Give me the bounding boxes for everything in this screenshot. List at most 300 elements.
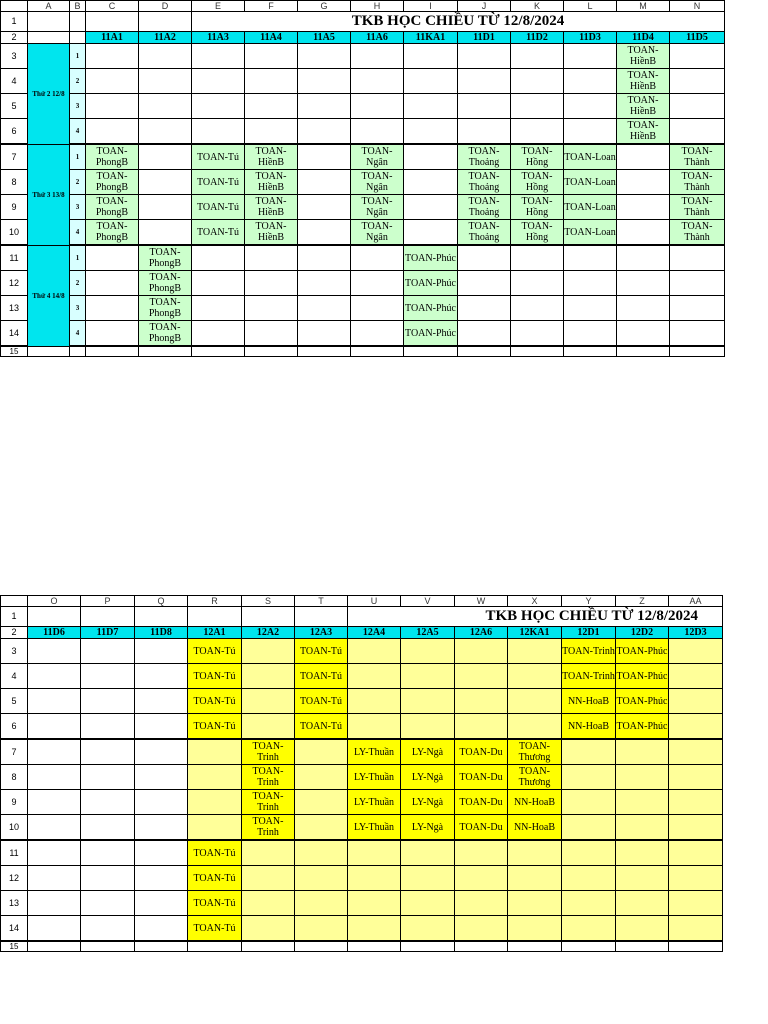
timetable-cell[interactable] bbox=[28, 739, 81, 765]
timetable-cell[interactable] bbox=[139, 44, 192, 69]
timetable-cell[interactable]: TOAN-Tú bbox=[188, 840, 242, 866]
timetable-cell[interactable] bbox=[564, 44, 617, 69]
timetable-cell[interactable] bbox=[404, 144, 458, 170]
timetable-cell[interactable]: TOAN-Tú bbox=[192, 220, 245, 246]
row-header[interactable]: 1 bbox=[1, 607, 28, 627]
timetable-cell[interactable] bbox=[81, 639, 135, 664]
timetable-cell[interactable] bbox=[245, 69, 298, 94]
timetable-cell[interactable] bbox=[351, 271, 404, 296]
timetable-cell[interactable]: TOAN-Tú bbox=[188, 714, 242, 740]
timetable-cell[interactable]: TOAN-Tú bbox=[295, 689, 348, 714]
timetable-cell[interactable] bbox=[81, 790, 135, 815]
timetable-cell[interactable] bbox=[348, 891, 401, 916]
timetable-cell[interactable] bbox=[455, 639, 508, 664]
timetable-cell[interactable]: LY-Thuần bbox=[348, 815, 401, 841]
timetable-cell[interactable] bbox=[616, 891, 669, 916]
timetable-cell[interactable] bbox=[669, 815, 723, 841]
timetable-cell[interactable] bbox=[242, 916, 295, 942]
column-header[interactable]: K bbox=[511, 1, 564, 12]
timetable-cell[interactable] bbox=[616, 866, 669, 891]
timetable-cell[interactable] bbox=[28, 916, 81, 942]
timetable-cell[interactable] bbox=[192, 296, 245, 321]
timetable-cell[interactable]: LY-Ngà bbox=[401, 739, 455, 765]
timetable-cell[interactable]: TOAN-HiềnB bbox=[617, 94, 670, 119]
cell[interactable] bbox=[508, 941, 562, 952]
timetable-cell[interactable] bbox=[455, 714, 508, 740]
timetable-cell[interactable] bbox=[86, 119, 139, 145]
timetable-cell[interactable]: TOAN-Tú bbox=[188, 639, 242, 664]
timetable-cell[interactable] bbox=[86, 69, 139, 94]
timetable-cell[interactable] bbox=[617, 296, 670, 321]
timetable-cell[interactable] bbox=[351, 245, 404, 271]
timetable-title[interactable]: TKB HỌC CHIỀU TỪ 12/8/2024 bbox=[192, 12, 725, 32]
period-number[interactable]: 3 bbox=[70, 195, 86, 220]
timetable-cell[interactable] bbox=[511, 94, 564, 119]
timetable-cell[interactable] bbox=[81, 815, 135, 841]
class-header[interactable]: 11A4 bbox=[245, 32, 298, 44]
row-header[interactable]: 2 bbox=[1, 32, 28, 44]
timetable-cell[interactable]: TOAN-Tú bbox=[295, 664, 348, 689]
timetable-cell[interactable] bbox=[401, 689, 455, 714]
timetable-cell[interactable] bbox=[670, 296, 725, 321]
timetable-cell[interactable] bbox=[298, 220, 351, 246]
cell[interactable] bbox=[139, 346, 192, 357]
timetable-cell[interactable] bbox=[616, 916, 669, 942]
cell[interactable] bbox=[28, 12, 70, 32]
timetable-cell[interactable]: TOAN-Du bbox=[455, 790, 508, 815]
timetable-cell[interactable]: TOAN-Thương bbox=[508, 739, 562, 765]
timetable-cell[interactable] bbox=[404, 94, 458, 119]
class-header[interactable]: 11D8 bbox=[135, 627, 188, 639]
timetable-cell[interactable] bbox=[401, 916, 455, 942]
timetable-cell[interactable] bbox=[245, 94, 298, 119]
timetable-cell[interactable] bbox=[348, 639, 401, 664]
timetable-cell[interactable] bbox=[242, 714, 295, 740]
period-number[interactable]: 2 bbox=[70, 271, 86, 296]
timetable-cell[interactable] bbox=[135, 689, 188, 714]
timetable-cell[interactable]: TOAN-Tú bbox=[295, 639, 348, 664]
timetable-cell[interactable]: TOAN-HiềnB bbox=[245, 170, 298, 195]
class-header[interactable]: 11D4 bbox=[617, 32, 670, 44]
timetable-cell[interactable] bbox=[562, 891, 616, 916]
timetable-cell[interactable] bbox=[669, 689, 723, 714]
timetable-cell[interactable]: TOAN-Trinh bbox=[562, 639, 616, 664]
timetable-cell[interactable] bbox=[295, 840, 348, 866]
cell[interactable] bbox=[564, 346, 617, 357]
timetable-cell[interactable]: TOAN-Thoảng bbox=[458, 195, 511, 220]
timetable-cell[interactable] bbox=[351, 296, 404, 321]
timetable-cell[interactable] bbox=[670, 119, 725, 145]
column-header[interactable]: V bbox=[401, 596, 455, 607]
cell[interactable] bbox=[86, 346, 139, 357]
column-header[interactable]: C bbox=[86, 1, 139, 12]
class-header[interactable]: 11D2 bbox=[511, 32, 564, 44]
timetable-cell[interactable]: TOAN-Thành bbox=[670, 195, 725, 220]
timetable-cell[interactable]: TOAN-Loan bbox=[564, 144, 617, 170]
column-header[interactable]: N bbox=[670, 1, 725, 12]
period-number[interactable]: 4 bbox=[70, 220, 86, 246]
cell[interactable] bbox=[670, 346, 725, 357]
timetable-cell[interactable] bbox=[295, 891, 348, 916]
timetable-cell[interactable] bbox=[351, 119, 404, 145]
timetable-cell[interactable]: TOAN-Tú bbox=[188, 866, 242, 891]
timetable-cell[interactable] bbox=[562, 866, 616, 891]
column-header[interactable]: A bbox=[28, 1, 70, 12]
timetable-cell[interactable] bbox=[562, 765, 616, 790]
row-header[interactable]: 9 bbox=[1, 195, 28, 220]
timetable-cell[interactable] bbox=[404, 69, 458, 94]
timetable-cell[interactable] bbox=[298, 170, 351, 195]
timetable-cell[interactable] bbox=[135, 840, 188, 866]
timetable-cell[interactable] bbox=[562, 790, 616, 815]
class-header[interactable]: 12D2 bbox=[616, 627, 669, 639]
timetable-cell[interactable]: TOAN-Du bbox=[455, 765, 508, 790]
timetable-cell[interactable]: TOAN-HiềnB bbox=[245, 220, 298, 246]
row-header[interactable]: 9 bbox=[1, 790, 28, 815]
timetable-cell[interactable] bbox=[669, 840, 723, 866]
timetable-cell[interactable] bbox=[81, 916, 135, 942]
cell[interactable] bbox=[404, 346, 458, 357]
timetable-cell[interactable] bbox=[511, 119, 564, 145]
timetable-cell[interactable] bbox=[28, 714, 81, 740]
cell[interactable] bbox=[86, 12, 139, 32]
row-header[interactable]: 10 bbox=[1, 220, 28, 246]
timetable-cell[interactable] bbox=[562, 916, 616, 942]
timetable-cell[interactable] bbox=[242, 639, 295, 664]
timetable-cell[interactable]: TOAN-Du bbox=[455, 739, 508, 765]
timetable-cell[interactable] bbox=[28, 891, 81, 916]
row-header[interactable]: 1 bbox=[1, 12, 28, 32]
timetable-cell[interactable] bbox=[81, 891, 135, 916]
timetable-cell[interactable]: TOAN-Phúc bbox=[404, 321, 458, 347]
class-header[interactable]: 12A1 bbox=[188, 627, 242, 639]
timetable-cell[interactable]: TOAN-HiềnB bbox=[245, 144, 298, 170]
timetable-cell[interactable] bbox=[617, 321, 670, 347]
timetable-cell[interactable] bbox=[81, 739, 135, 765]
timetable-cell[interactable] bbox=[192, 44, 245, 69]
timetable-cell[interactable] bbox=[511, 245, 564, 271]
column-header[interactable]: J bbox=[458, 1, 511, 12]
timetable-cell[interactable] bbox=[192, 271, 245, 296]
timetable-cell[interactable] bbox=[295, 765, 348, 790]
row-header[interactable]: 10 bbox=[1, 815, 28, 841]
timetable-cell[interactable] bbox=[564, 271, 617, 296]
timetable-cell[interactable] bbox=[348, 664, 401, 689]
row-header[interactable]: 6 bbox=[1, 714, 28, 740]
timetable-cell[interactable] bbox=[404, 170, 458, 195]
timetable-cell[interactable] bbox=[295, 790, 348, 815]
row-header[interactable]: 8 bbox=[1, 170, 28, 195]
timetable-cell[interactable] bbox=[192, 94, 245, 119]
timetable-cell[interactable] bbox=[616, 840, 669, 866]
class-header[interactable]: 11D3 bbox=[564, 32, 617, 44]
timetable-cell[interactable] bbox=[511, 44, 564, 69]
timetable-cell[interactable]: TOAN-Trinh bbox=[242, 765, 295, 790]
column-header[interactable]: I bbox=[404, 1, 458, 12]
timetable-cell[interactable] bbox=[508, 664, 562, 689]
timetable-cell[interactable] bbox=[508, 639, 562, 664]
cell[interactable] bbox=[511, 346, 564, 357]
cell[interactable] bbox=[242, 607, 295, 627]
column-header[interactable]: T bbox=[295, 596, 348, 607]
timetable-cell[interactable] bbox=[188, 765, 242, 790]
timetable-cell[interactable] bbox=[28, 689, 81, 714]
class-header[interactable]: 12D3 bbox=[669, 627, 723, 639]
timetable-cell[interactable] bbox=[511, 69, 564, 94]
day-label[interactable]: Thứ 2 12/8 bbox=[28, 44, 70, 145]
timetable-cell[interactable]: TOAN-Thoảng bbox=[458, 170, 511, 195]
timetable-cell[interactable]: TOAN-Phúc bbox=[616, 689, 669, 714]
timetable-cell[interactable] bbox=[242, 664, 295, 689]
timetable-cell[interactable] bbox=[455, 866, 508, 891]
row-header[interactable]: 15 bbox=[1, 346, 28, 357]
timetable-cell[interactable] bbox=[86, 94, 139, 119]
timetable-cell[interactable] bbox=[298, 271, 351, 296]
row-header[interactable]: 15 bbox=[1, 941, 28, 952]
period-number[interactable]: 3 bbox=[70, 296, 86, 321]
timetable-cell[interactable] bbox=[404, 220, 458, 246]
row-header[interactable]: 5 bbox=[1, 689, 28, 714]
day-label[interactable]: Thứ 4 14/8 bbox=[28, 245, 70, 346]
day-label[interactable]: Thứ 3 13/8 bbox=[28, 144, 70, 245]
cell[interactable] bbox=[616, 941, 669, 952]
timetable-cell[interactable] bbox=[81, 840, 135, 866]
timetable-cell[interactable] bbox=[508, 689, 562, 714]
class-header[interactable]: 11A2 bbox=[139, 32, 192, 44]
timetable-cell[interactable] bbox=[86, 321, 139, 347]
class-header[interactable]: 11A3 bbox=[192, 32, 245, 44]
cell[interactable] bbox=[295, 941, 348, 952]
timetable-cell[interactable]: TOAN-Tú bbox=[188, 664, 242, 689]
timetable-cell[interactable] bbox=[86, 245, 139, 271]
class-header[interactable]: 11KA1 bbox=[404, 32, 458, 44]
cell[interactable] bbox=[70, 12, 86, 32]
cell[interactable] bbox=[135, 607, 188, 627]
cell[interactable] bbox=[135, 941, 188, 952]
timetable-cell[interactable] bbox=[508, 714, 562, 740]
timetable-cell[interactable]: TOAN-Tú bbox=[192, 144, 245, 170]
timetable-cell[interactable] bbox=[401, 714, 455, 740]
timetable-cell[interactable] bbox=[242, 891, 295, 916]
row-header[interactable]: 3 bbox=[1, 44, 28, 69]
timetable-cell[interactable]: TOAN-Trinh bbox=[242, 790, 295, 815]
class-header[interactable]: 11D5 bbox=[670, 32, 725, 44]
timetable-cell[interactable]: TOAN-Tú bbox=[188, 916, 242, 942]
timetable-cell[interactable]: TOAN-HiềnB bbox=[617, 69, 670, 94]
timetable-cell[interactable]: LY-Thuần bbox=[348, 739, 401, 765]
timetable-cell[interactable] bbox=[139, 195, 192, 220]
timetable-cell[interactable] bbox=[564, 69, 617, 94]
timetable-cell[interactable] bbox=[511, 321, 564, 347]
timetable-cell[interactable] bbox=[81, 664, 135, 689]
timetable-cell[interactable] bbox=[298, 69, 351, 94]
timetable-cell[interactable] bbox=[669, 765, 723, 790]
timetable-cell[interactable]: TOAN-Trinh bbox=[562, 664, 616, 689]
cell[interactable] bbox=[81, 607, 135, 627]
timetable-cell[interactable]: TOAN-Phúc bbox=[404, 271, 458, 296]
row-header[interactable]: 7 bbox=[1, 144, 28, 170]
timetable-cell[interactable] bbox=[670, 271, 725, 296]
timetable-cell[interactable]: TOAN-Ngân bbox=[351, 220, 404, 246]
timetable-cell[interactable] bbox=[404, 44, 458, 69]
timetable-cell[interactable]: TOAN-Phúc bbox=[616, 664, 669, 689]
row-header[interactable]: 7 bbox=[1, 739, 28, 765]
cell[interactable] bbox=[401, 941, 455, 952]
timetable-cell[interactable]: TOAN-Loan bbox=[564, 195, 617, 220]
timetable-cell[interactable] bbox=[192, 69, 245, 94]
timetable-cell[interactable] bbox=[28, 815, 81, 841]
timetable-cell[interactable]: TOAN-PhongB bbox=[139, 296, 192, 321]
cell[interactable] bbox=[351, 346, 404, 357]
row-header[interactable]: 4 bbox=[1, 664, 28, 689]
row-header[interactable]: 4 bbox=[1, 69, 28, 94]
row-header[interactable]: 14 bbox=[1, 916, 28, 942]
timetable-cell[interactable] bbox=[458, 44, 511, 69]
cell[interactable] bbox=[28, 607, 81, 627]
timetable-cell[interactable] bbox=[245, 296, 298, 321]
row-header[interactable]: 11 bbox=[1, 840, 28, 866]
timetable-cell[interactable] bbox=[455, 916, 508, 942]
cell[interactable] bbox=[242, 941, 295, 952]
timetable-cell[interactable] bbox=[81, 689, 135, 714]
timetable-cell[interactable] bbox=[616, 815, 669, 841]
class-header[interactable]: 12KA1 bbox=[508, 627, 562, 639]
timetable-cell[interactable] bbox=[511, 296, 564, 321]
cell[interactable] bbox=[192, 346, 245, 357]
class-header[interactable]: 11A6 bbox=[351, 32, 404, 44]
class-header[interactable]: 12A2 bbox=[242, 627, 295, 639]
timetable-cell[interactable] bbox=[617, 195, 670, 220]
timetable-cell[interactable] bbox=[670, 321, 725, 347]
timetable-cell[interactable]: TOAN-PhongB bbox=[86, 220, 139, 246]
timetable-cell[interactable] bbox=[245, 321, 298, 347]
timetable-cell[interactable] bbox=[401, 840, 455, 866]
timetable-cell[interactable] bbox=[670, 44, 725, 69]
timetable-cell[interactable] bbox=[455, 689, 508, 714]
timetable-cell[interactable] bbox=[295, 916, 348, 942]
timetable-cell[interactable]: TOAN-Thoảng bbox=[458, 144, 511, 170]
timetable-cell[interactable]: NN-HoaB bbox=[508, 815, 562, 841]
timetable-title[interactable]: TKB HỌC CHIỀU TỪ 12/8/2024 bbox=[348, 607, 723, 627]
timetable-cell[interactable] bbox=[669, 714, 723, 740]
timetable-cell[interactable] bbox=[351, 44, 404, 69]
column-header[interactable]: G bbox=[298, 1, 351, 12]
timetable-cell[interactable]: TOAN-Loan bbox=[564, 220, 617, 246]
timetable-cell[interactable] bbox=[295, 739, 348, 765]
timetable-cell[interactable] bbox=[348, 866, 401, 891]
row-header[interactable]: 2 bbox=[1, 627, 28, 639]
timetable-cell[interactable]: TOAN-Hồng bbox=[511, 144, 564, 170]
timetable-cell[interactable] bbox=[404, 195, 458, 220]
timetable-cell[interactable] bbox=[188, 815, 242, 841]
timetable-cell[interactable] bbox=[670, 94, 725, 119]
timetable-cell[interactable] bbox=[669, 739, 723, 765]
period-number[interactable]: 1 bbox=[70, 144, 86, 170]
timetable-cell[interactable] bbox=[135, 916, 188, 942]
timetable-cell[interactable] bbox=[508, 840, 562, 866]
select-all-corner[interactable] bbox=[1, 1, 28, 12]
timetable-cell[interactable] bbox=[135, 664, 188, 689]
select-all-corner[interactable] bbox=[1, 596, 28, 607]
timetable-cell[interactable] bbox=[401, 664, 455, 689]
timetable-cell[interactable] bbox=[245, 245, 298, 271]
timetable-cell[interactable] bbox=[28, 765, 81, 790]
timetable-cell[interactable] bbox=[348, 689, 401, 714]
timetable-cell[interactable]: TOAN-Hồng bbox=[511, 220, 564, 246]
timetable-cell[interactable] bbox=[81, 866, 135, 891]
cell[interactable] bbox=[562, 941, 616, 952]
column-header[interactable]: AA bbox=[669, 596, 723, 607]
column-header[interactable]: P bbox=[81, 596, 135, 607]
timetable-cell[interactable]: TOAN-Thương bbox=[508, 765, 562, 790]
timetable-cell[interactable] bbox=[564, 245, 617, 271]
timetable-cell[interactable]: TOAN-PhongB bbox=[86, 195, 139, 220]
timetable-cell[interactable]: TOAN-PhongB bbox=[86, 170, 139, 195]
timetable-cell[interactable] bbox=[404, 119, 458, 145]
cell[interactable] bbox=[70, 32, 86, 44]
timetable-cell[interactable] bbox=[564, 119, 617, 145]
timetable-cell[interactable]: TOAN-Trinh bbox=[242, 815, 295, 841]
timetable-cell[interactable] bbox=[562, 815, 616, 841]
column-header[interactable]: Y bbox=[562, 596, 616, 607]
timetable-cell[interactable] bbox=[455, 664, 508, 689]
timetable-cell[interactable] bbox=[616, 790, 669, 815]
timetable-cell[interactable] bbox=[192, 321, 245, 347]
timetable-cell[interactable] bbox=[617, 220, 670, 246]
timetable-cell[interactable] bbox=[616, 765, 669, 790]
timetable-cell[interactable] bbox=[135, 866, 188, 891]
timetable-cell[interactable]: TOAN-Du bbox=[455, 815, 508, 841]
column-header[interactable]: B bbox=[70, 1, 86, 12]
timetable-cell[interactable] bbox=[617, 271, 670, 296]
timetable-cell[interactable]: TOAN-Phúc bbox=[404, 245, 458, 271]
period-number[interactable]: 2 bbox=[70, 69, 86, 94]
column-header[interactable]: X bbox=[508, 596, 562, 607]
column-header[interactable]: U bbox=[348, 596, 401, 607]
column-header[interactable]: Q bbox=[135, 596, 188, 607]
timetable-cell[interactable]: TOAN-Ngân bbox=[351, 195, 404, 220]
timetable-cell[interactable]: TOAN-Hồng bbox=[511, 170, 564, 195]
timetable-cell[interactable] bbox=[669, 866, 723, 891]
row-header[interactable]: 13 bbox=[1, 296, 28, 321]
row-header[interactable]: 13 bbox=[1, 891, 28, 916]
timetable-cell[interactable] bbox=[298, 44, 351, 69]
timetable-cell[interactable] bbox=[242, 866, 295, 891]
timetable-cell[interactable] bbox=[455, 840, 508, 866]
column-header[interactable]: Z bbox=[616, 596, 669, 607]
timetable-cell[interactable] bbox=[245, 119, 298, 145]
column-header[interactable]: M bbox=[617, 1, 670, 12]
cell[interactable] bbox=[70, 346, 86, 357]
column-header[interactable]: W bbox=[455, 596, 508, 607]
timetable-cell[interactable] bbox=[669, 916, 723, 942]
timetable-cell[interactable]: LY-Ngà bbox=[401, 790, 455, 815]
timetable-cell[interactable] bbox=[86, 271, 139, 296]
timetable-cell[interactable] bbox=[351, 94, 404, 119]
timetable-cell[interactable] bbox=[458, 321, 511, 347]
row-header[interactable]: 12 bbox=[1, 271, 28, 296]
timetable-cell[interactable]: NN-HoaB bbox=[562, 714, 616, 740]
timetable-cell[interactable] bbox=[192, 245, 245, 271]
timetable-cell[interactable]: TOAN-HiềnB bbox=[617, 44, 670, 69]
timetable-cell[interactable]: TOAN-Tú bbox=[188, 891, 242, 916]
timetable-cell[interactable] bbox=[617, 245, 670, 271]
timetable-cell[interactable]: TOAN-PhongB bbox=[139, 245, 192, 271]
timetable-cell[interactable] bbox=[298, 245, 351, 271]
timetable-cell[interactable]: LY-Thuần bbox=[348, 790, 401, 815]
cell[interactable] bbox=[28, 346, 70, 357]
cell[interactable] bbox=[295, 607, 348, 627]
